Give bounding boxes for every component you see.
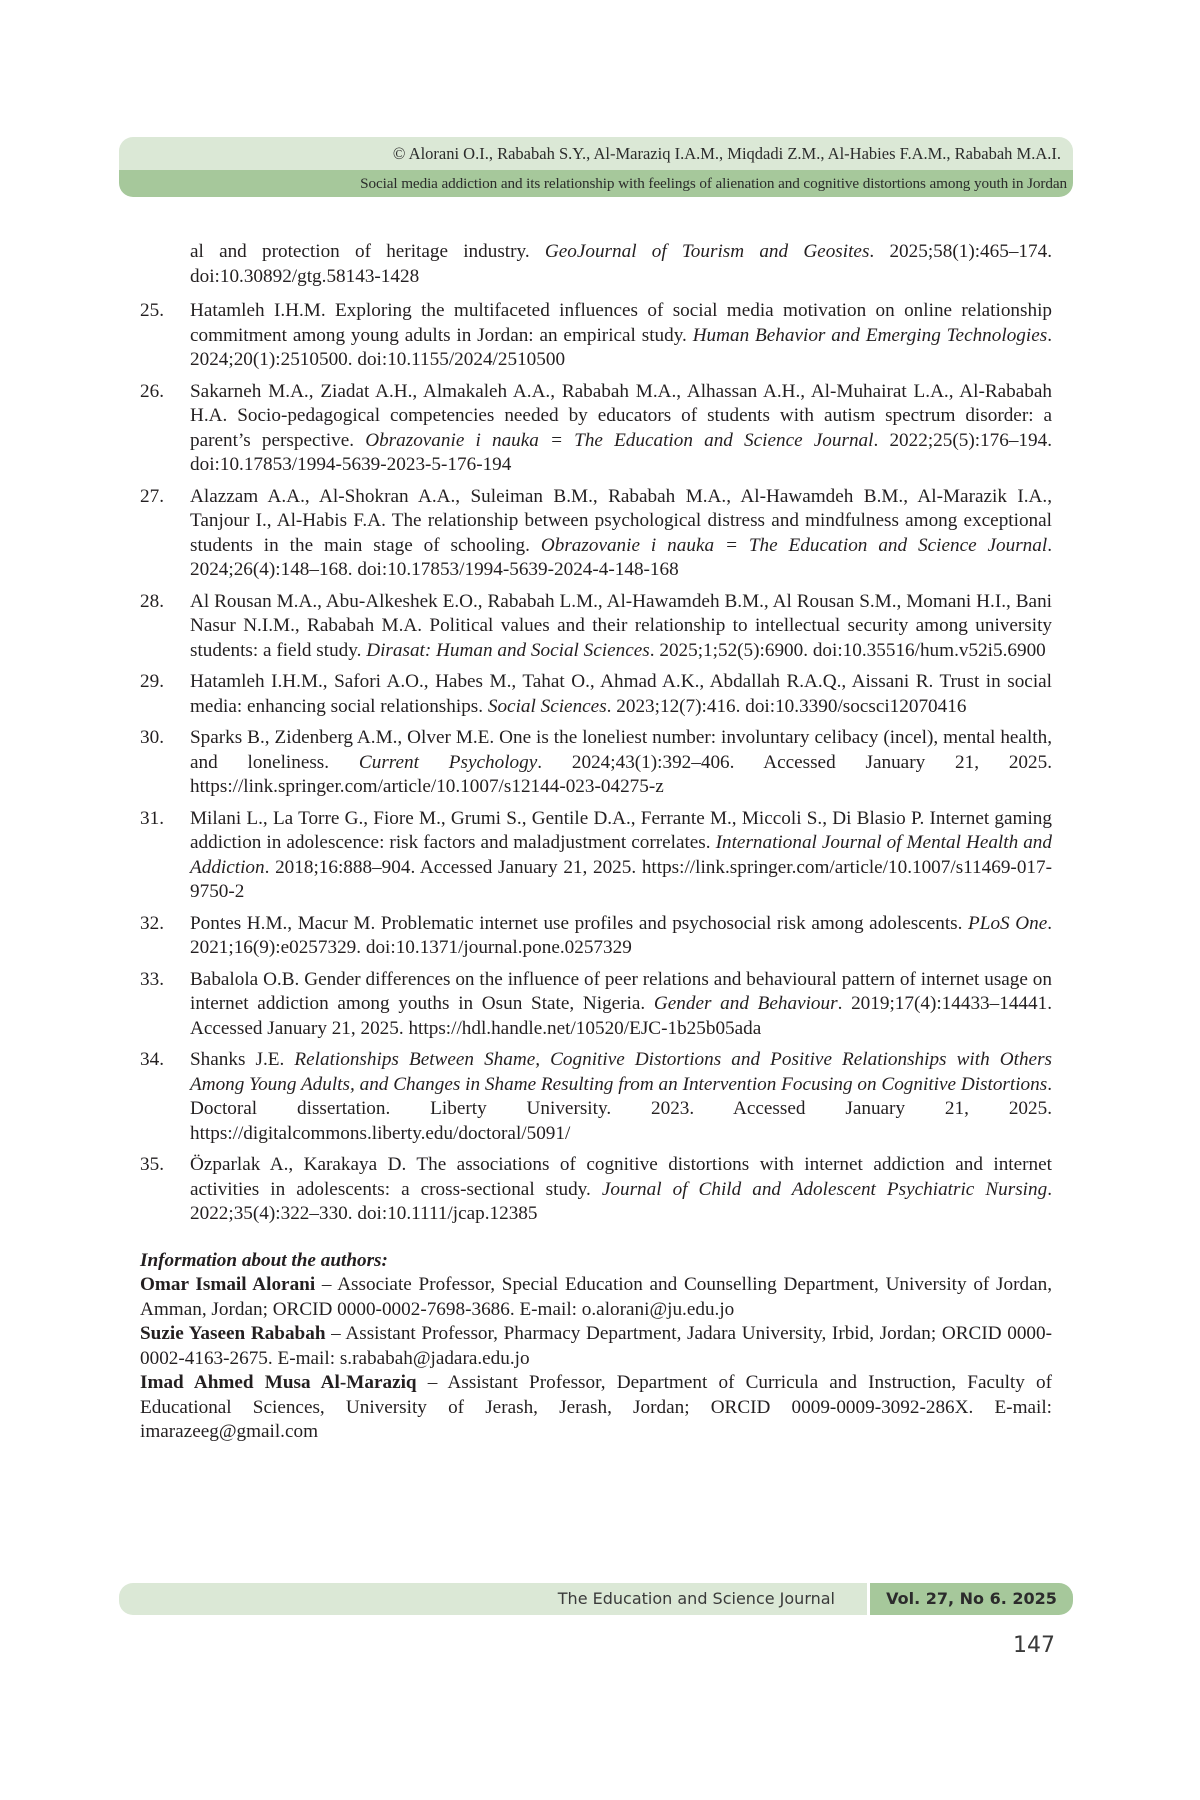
header-article-title: Social media addiction and its relationship with feelings of alienation and cognitive distortions among youth in Jordan (119, 170, 1073, 197)
reference-number: 31. (140, 807, 164, 829)
reference-details: . 2025;58(1):465–174. doi:10.30892/gtg.58143-1428 (190, 241, 1052, 287)
reference-number: 32. (140, 912, 164, 934)
reference-details: . 2024;20(1):2510500. doi:10.1155/2024/2510500 (190, 324, 1052, 370)
reference-journal: PLoS One (968, 912, 1048, 934)
reference-journal: GeoJournal of Tourism and Geosites (544, 241, 870, 262)
reference-number: 34. (140, 1049, 164, 1070)
reference-text: Milani L., La Torre G., Fiore M., Grumi S., Gentile D.A., Ferrante M., Miccoli S., Di Blasio P. Internet gaming addiction in adolescence: risk factors and maladjustment correlates. (190, 807, 1052, 853)
reference-number: 27. (140, 485, 164, 507)
reference-text: Pontes H.M., Macur M. Problematic internet use profiles and psychosocial risk among adolescents. (190, 912, 969, 934)
author-name: Imad Ahmed Musa Al-Maraziq (140, 1372, 417, 1393)
reference-journal: International Journal of Mental Health and Addiction (190, 832, 1052, 878)
footer-journal-name: The Education and Science Journal (119, 1583, 867, 1615)
reference-text: Özparlak A., Karakaya D. The associations of cognitive distortions with internet addiction and internet activities in adolescents: a cross-sectional study. (190, 1154, 1052, 1200)
reference-list (140, 240, 1052, 1445)
running-footer (119, 1583, 1073, 1615)
running-header (119, 137, 1073, 197)
authors-info (140, 1249, 1052, 1445)
reference-details: . 2025;1;52(5):6900. doi:10.35516/hum.v52i5.6900 (649, 639, 1046, 661)
reference-text: Hatamleh I.H.M. Exploring the multifaceted influences of social media motivation on online relationship commitment among young adults in Jordan: an empirical study. (190, 300, 1052, 346)
reference-journal: Dirasat: Human and Social Sciences (366, 639, 650, 661)
author-details: – Assistant Professor, Department of Curricula and Instruction, Faculty of Educational Sciences, University of Jerash, Jerash, Jordan; ORCID 0009-0009-3092-286X. E-mail: imarazeeg@gmail.com (140, 1372, 1052, 1442)
reference-text: al and protection of heritage industry. (190, 241, 545, 262)
reference-journal: Relationships Between Shame, Cognitive Distortions and Positive Relationships with Others Among Young Adults, and Changes in Shame Resulting from an Intervention Focusing on Cognitive Distortions (190, 1049, 1053, 1095)
author-name: Suzie Yaseen Rababah (140, 1323, 326, 1344)
author-entry (140, 1273, 1052, 1322)
reference-number: 29. (140, 671, 164, 692)
reference-details: . 2022;35(4):322–330. doi:10.1111/jcap.12385 (190, 1178, 1052, 1224)
reference-text: Sakarneh M.A., Ziadat A.H., Almakaleh A.A., Rababah M.A., Alhassan A.H., Al-Muhairat L.A., Al-Rababah H.A. Socio-pedagogical competencies needed by educators of students with autism spectrum disorder: a parent’s perspective. (190, 380, 1052, 451)
reference-item (140, 590, 1052, 664)
reference-item (140, 299, 1052, 373)
reference-item (140, 380, 1052, 478)
reference-details: . 2019;17(4):14433–14441. Accessed January 21, 2025. https://hdl.handle.net/10520/EJC-1b25b05ada (190, 993, 1052, 1039)
reference-number: 26. (140, 380, 164, 402)
reference-details: . 2018;16:888–904. Accessed January 21, 2025. https://link.springer.com/article/10.1007/s11469-017-9750-2 (190, 856, 1052, 902)
reference-text: Shanks J.E. (190, 1049, 295, 1070)
reference-item (140, 1153, 1052, 1227)
reference-text: Al Rousan M.A., Abu-Alkeshek E.O., Rababah L.M., Al-Hawamdeh B.M., Al Rousan S.M., Momani H.I., Bani Nasur N.I.M., Rababah M.A. Political values and their relationship to intellectual security among university students: a field study. (190, 590, 1052, 661)
reference-item (140, 912, 1052, 961)
reference-details: . 2022;25(5):176–194. doi:10.17853/1994-5639-2023-5-176-194 (190, 429, 1052, 475)
reference-journal: Obrazovanie i nauka = The Education and Science Journal (365, 429, 874, 451)
reference-item (140, 726, 1052, 800)
reference-number: 25. (140, 300, 164, 321)
author-details: – Associate Professor, Special Education and Counselling Department, University of Jordan, Amman, Jordan; ORCID 0000-0002-7698-3686. E-mail: o.alorani@ju.edu.jo (140, 1274, 1052, 1320)
header-authors: © Alorani O.I., Rababah S.Y., Al-Maraziq I.A.M., Miqdadi Z.M., Al-Habies F.A.M., Rababah M.A.I. (119, 137, 1073, 170)
reference-number: 33. (140, 968, 164, 990)
author-entry (140, 1322, 1052, 1371)
reference-number: 35. (140, 1154, 164, 1175)
reference-details: . 2024;26(4):148–168. doi:10.17853/1994-5639-2024-4-148-168 (190, 534, 1053, 580)
reference-journal: Human Behavior and Emerging Technologies (692, 324, 1048, 346)
reference-item (140, 807, 1052, 905)
reference-number: 30. (140, 727, 164, 748)
reference-details: . Doctoral dissertation. Liberty University. 2023. Accessed January 21, 2025. https://digitalcommons.liberty.edu/doctoral/5091/ (190, 1073, 1052, 1144)
author-entry (140, 1371, 1052, 1445)
reference-details: . 2024;43(1):392–406. Accessed January 21, 2025. https://link.springer.com/article/10.1007/s12144-023-04275-z (190, 751, 1052, 797)
reference-details: . 2023;12(7):416. doi:10.3390/socsci12070416 (606, 695, 967, 717)
page-number: 147 (1013, 1633, 1055, 1658)
authors-heading: Information about the authors: (140, 1249, 388, 1271)
reference-text: Sparks B., Zidenberg A.M., Olver M.E. One is the loneliest number: involuntary celibacy (incel), mental health, and loneliness. (190, 727, 1052, 773)
reference-text: Hatamleh I.H.M., Safori A.O., Habes M., Tahat O., Ahmad A.K., Abdallah R.A.Q., Aissani R. Trust in social media: enhancing social relationships. (190, 671, 1052, 717)
footer-volume: Vol. 27, No 6. 2025 (870, 1583, 1073, 1615)
reference-journal: Gender and Behaviour (653, 993, 838, 1014)
reference-journal: Social Sciences (487, 695, 607, 717)
author-name: Omar Ismail Alorani (140, 1274, 316, 1295)
reference-details: . 2021;16(9):e0257329. doi:10.1371/journal.pone.0257329 (190, 912, 1053, 958)
reference-item (140, 968, 1052, 1042)
reference-text: Babalola O.B. Gender differences on the influence of peer relations and behavioural pattern of internet usage on internet addiction among youths in Osun State, Nigeria. (190, 968, 1052, 1014)
reference-number: 28. (140, 590, 164, 612)
reference-continued (140, 240, 1052, 289)
reference-item (140, 670, 1052, 719)
author-details: – Assistant Professor, Pharmacy Department, Jadara University, Irbid, Jordan; ORCID 0000-0002-4163-2675. E-mail: s.rababah@jadara.edu.jo (140, 1323, 1053, 1369)
reference-text: Alazzam A.A., Al-Shokran A.A., Suleiman B.M., Rababah M.A., Al-Hawamdeh B.M., Al-Marazik I.A., Tanjour I., Al-Habis F.A. The relationship between psychological distress and mindfulness among exceptional students in the main stage of schooling. (190, 485, 1052, 556)
reference-journal: Current Psychology (358, 751, 538, 773)
reference-journal: Journal of Child and Adolescent Psychiatric Nursing (601, 1178, 1048, 1200)
reference-item (140, 1048, 1052, 1146)
reference-item (140, 485, 1052, 583)
reference-journal: Obrazovanie i nauka = The Education and Science Journal (540, 534, 1048, 556)
